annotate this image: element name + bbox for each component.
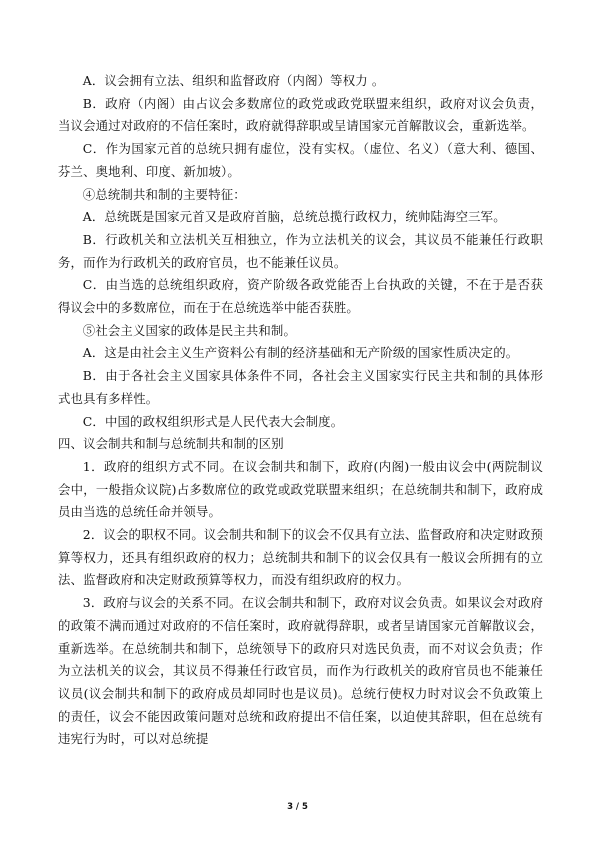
- paragraph: A．这是由社会主义生产资料公有制的经济基础和无产阶级的国家性质决定的。: [82, 345, 519, 361]
- paragraph: C．由当选的总统组织政府，资产阶级各政党能否上台执政的关键，不在于是否获得议会中的多数席位，而在于在总统选举中能否获胜。: [58, 277, 543, 316]
- paragraph: A．议会拥有立法、组织和监督政府（内阁）等权力 。: [82, 73, 385, 88]
- paragraph: B．政府（内阁）由占议会多数席位的政党或政党联盟来组织，政府对议会负责，当议会通过对政府的不信任案时，政府就得辞职或呈请国家元首解散议会，重新选举。: [58, 95, 543, 134]
- paragraph: 2．议会的职权不同。议会制共和制下的议会不仅具有立法、监督政府和决定财政预算等权力，还具有组织政府的权力；总统制共和制下的议会仅具有一般议会所拥有的立法、监督政府和决定财政预算等权力，而没有组织政府的权力。: [58, 527, 543, 588]
- paragraph: B．行政机关和立法机关互相独立，作为立法机关的议会，其议员不能兼任行政职务，而作为行政机关的政府官员，也不能兼任议员。: [58, 231, 543, 270]
- paragraph: 3．政府与议会的关系不同。在议会制共和制下，政府对议会负责。如果议会对政府的政策不满而通过对政府的不信任案时，政府就得辞职，或者呈请国家元首解散议会，重新选举。在总统制共和制下，总统领导下的政府只对选民负责，而不对议会负责；作为立法机关的议会，其议员不得兼任行政官员，而作为行政机关的政府官员也不能兼任议员(议会制共和制下的政府成员却同时也是议员)。总统行使权力时对议会不负政策上的责任，议会不能因政策问题对总统和政府提出不信任案，以迫使其辞职，但在总统有违宪行为时，可以对总统提: [58, 595, 543, 747]
- paragraph: C．作为国家元首的总统只拥有虚位，没有实权。（虚位、名义）（意大利、德国、芬兰、奥地利、印度、新加坡）。: [58, 141, 543, 179]
- page-number: 3 / 5: [287, 802, 308, 812]
- document-body: [58, 70, 543, 751]
- paragraph: ④总统制共和制的主要特征：: [82, 186, 246, 202]
- section-heading: 四、议会制共和制与总统制共和制的区别: [58, 436, 284, 452]
- paragraph: 1．政府的组织方式不同。在议会制共和制下，政府(内阁)一般由议会中(两院制议会中，一般指众议院)占多数席位的政党或政党联盟来组织；在总统制共和制下，政府成员由当选的总统任命并领导。: [58, 458, 543, 520]
- paragraph: A．总统既是国家元首又是政府首脑，总统总揽行政权力，统帅陆海空三军。: [82, 209, 506, 225]
- paragraph: B．由于各社会主义国家具体条件不同，各社会主义国家实行民主共和制的具体形式也具有多样性。: [58, 368, 543, 406]
- paragraph: C．中国的政权组织形式是人民代表大会制度。: [82, 413, 344, 429]
- paragraph: ⑤社会主义国家的政体是民主共和制。: [82, 322, 296, 338]
